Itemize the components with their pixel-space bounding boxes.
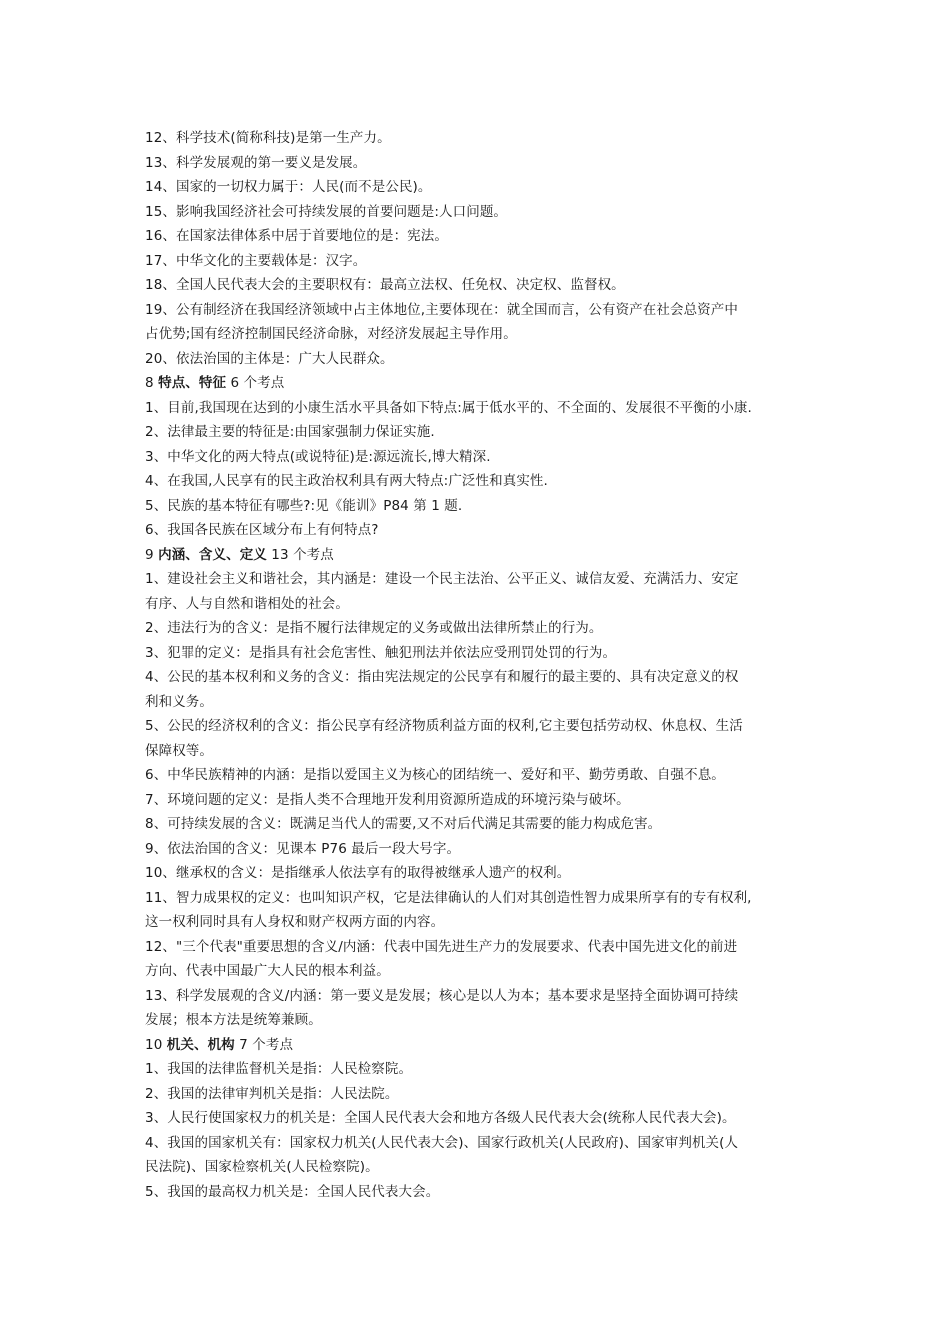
text-line: 占优势;国有经济控制国民经济命脉，对经济发展起主导作用。 (145, 326, 517, 342)
text-line: 19、公有制经济在我国经济领域中占主体地位,主要体现在：就全国而言，公有资产在社会总资产中 (145, 301, 738, 318)
text-line: 3、中华文化的两大特点(或说特征)是:源远流长,博大精深. (145, 448, 491, 465)
text-line: 发展；根本方法是统筹兼顾。 (145, 1012, 322, 1028)
text-line: 利和义务。 (145, 693, 213, 710)
section-number: 9 (145, 546, 159, 563)
text-line: 11、智力成果权的定义：也叫知识产权，它是法律确认的人们对其创造性智力成果所享有的专有权利, (145, 889, 752, 906)
text-line: 5、民族的基本特征有哪些?:见《能训》P84 第 1 题. (145, 497, 463, 514)
section-count: 6 个考点 (226, 375, 285, 391)
section-heading-9 (145, 543, 820, 568)
text-line: 6、我国各民族在区域分布上有何特点? (145, 522, 379, 538)
section-title: 特点、特征 (158, 375, 227, 391)
text-line: 17、中华文化的主要载体是：汉字。 (145, 252, 367, 269)
text-line: 有序、人与自然和谐相处的社会。 (145, 595, 349, 612)
text-line: 4、公民的基本权利和义务的含义：指由宪法规定的公民享有和履行的最主要的、具有决定意义的权 (145, 669, 739, 685)
text-line: 15、影响我国经济社会可持续发展的首要问题是:人口问题。 (145, 203, 508, 220)
text-line: 18、全国人民代表大会的主要职权有：最高立法权、任免权、决定权、监督权。 (145, 277, 625, 293)
text-line: 保障权等。 (145, 742, 213, 759)
text-line: 2、我国的法律审判机关是指：人民法院。 (145, 1085, 399, 1102)
section-count: 13 个考点 (266, 546, 334, 563)
text-line: 12、科学技术(简称科技)是第一生产力。 (145, 130, 391, 146)
text-line: 16、在国家法律体系中居于首要地位的是：宪法。 (145, 228, 448, 244)
text-line: 13、科学发展观的第一要义是发展。 (145, 154, 367, 171)
text-line: 4、在我国,人民享有的民主政治权利具有两大特点:广泛性和真实性. (145, 473, 548, 489)
text-line: 1、建设社会主义和谐社会，其内涵是：建设一个民主法治、公平正义、诚信友爱、充满活力、安定 (145, 571, 739, 587)
text-line: 2、法律最主要的特征是:由国家强制力保证实施. (145, 424, 435, 440)
document-content (145, 126, 820, 1204)
text-line: 7、环境问题的定义：是指人类不合理地开发利用资源所造成的环境污染与破坏。 (145, 791, 630, 808)
text-line: 4、我国的国家机关有：国家权力机关(人民代表大会)、国家行政机关(人民政府)、国家审判机关(人 (145, 1134, 739, 1151)
text-line: 9、依法治国的含义：见课本 P76 最后一段大号字。 (145, 840, 461, 857)
text-line: 民法院)、国家检察机关(人民检察院)。 (145, 1159, 379, 1175)
section-heading-8 (145, 371, 820, 396)
text-line: 这一权利同时具有人身权和财产权两方面的内容。 (145, 914, 445, 930)
text-line: 14、国家的一切权力属于：人民(而不是公民)。 (145, 179, 432, 195)
text-line: 10、继承权的含义：是指继承人依法享有的取得被继承人遗产的权利。 (145, 865, 571, 881)
text-line: 12、"三个代表"重要思想的含义/内涵：代表中国先进生产力的发展要求、代表中国先进文化的前进 (145, 938, 738, 955)
text-line: 3、犯罪的定义：是指具有社会危害性、触犯刑法并依法应受刑罚处罚的行为。 (145, 644, 617, 661)
section-number: 8 (145, 375, 159, 391)
text-line: 1、目前,我国现在达到的小康生活水平具备如下特点:属于低水平的、不全面的、发展很不平衡的小康. (145, 399, 752, 416)
section-title: 机关、机构 (166, 1036, 235, 1053)
text-line: 1、我国的法律监督机关是指：人民检察院。 (145, 1061, 413, 1077)
text-line: 方向、代表中国最广大人民的根本利益。 (145, 963, 390, 979)
section-count: 7 个考点 (234, 1036, 294, 1053)
text-line: 5、公民的经济权利的含义：指公民享有经济物质利益方面的权利,它主要包括劳动权、休息权、生活 (145, 718, 743, 734)
text-line: 8、可持续发展的含义：既满足当代人的需要,又不对后代满足其需要的能力构成危害。 (145, 816, 662, 832)
text-line: 6、中华民族精神的内涵：是指以爱国主义为核心的团结统一、爱好和平、勤劳勇敢、自强不息。 (145, 767, 725, 783)
text-line: 20、依法治国的主体是：广大人民群众。 (145, 350, 394, 367)
section-title: 内涵、含义、定义 (158, 546, 267, 563)
section-heading-10 (145, 1033, 820, 1058)
text-line: 13、科学发展观的含义/内涵：第一要义是发展；核心是以人为本；基本要求是坚持全面协调可持续 (145, 987, 739, 1004)
section-number: 10 (145, 1036, 167, 1053)
text-line: 2、违法行为的含义：是指不履行法律规定的义务或做出法律所禁止的行为。 (145, 620, 603, 636)
text-line: 5、我国的最高权力机关是：全国人民代表大会。 (145, 1183, 440, 1200)
text-line: 3、人民行使国家权力的机关是：全国人民代表大会和地方各级人民代表大会(统称人民代表大会)。 (145, 1110, 736, 1126)
